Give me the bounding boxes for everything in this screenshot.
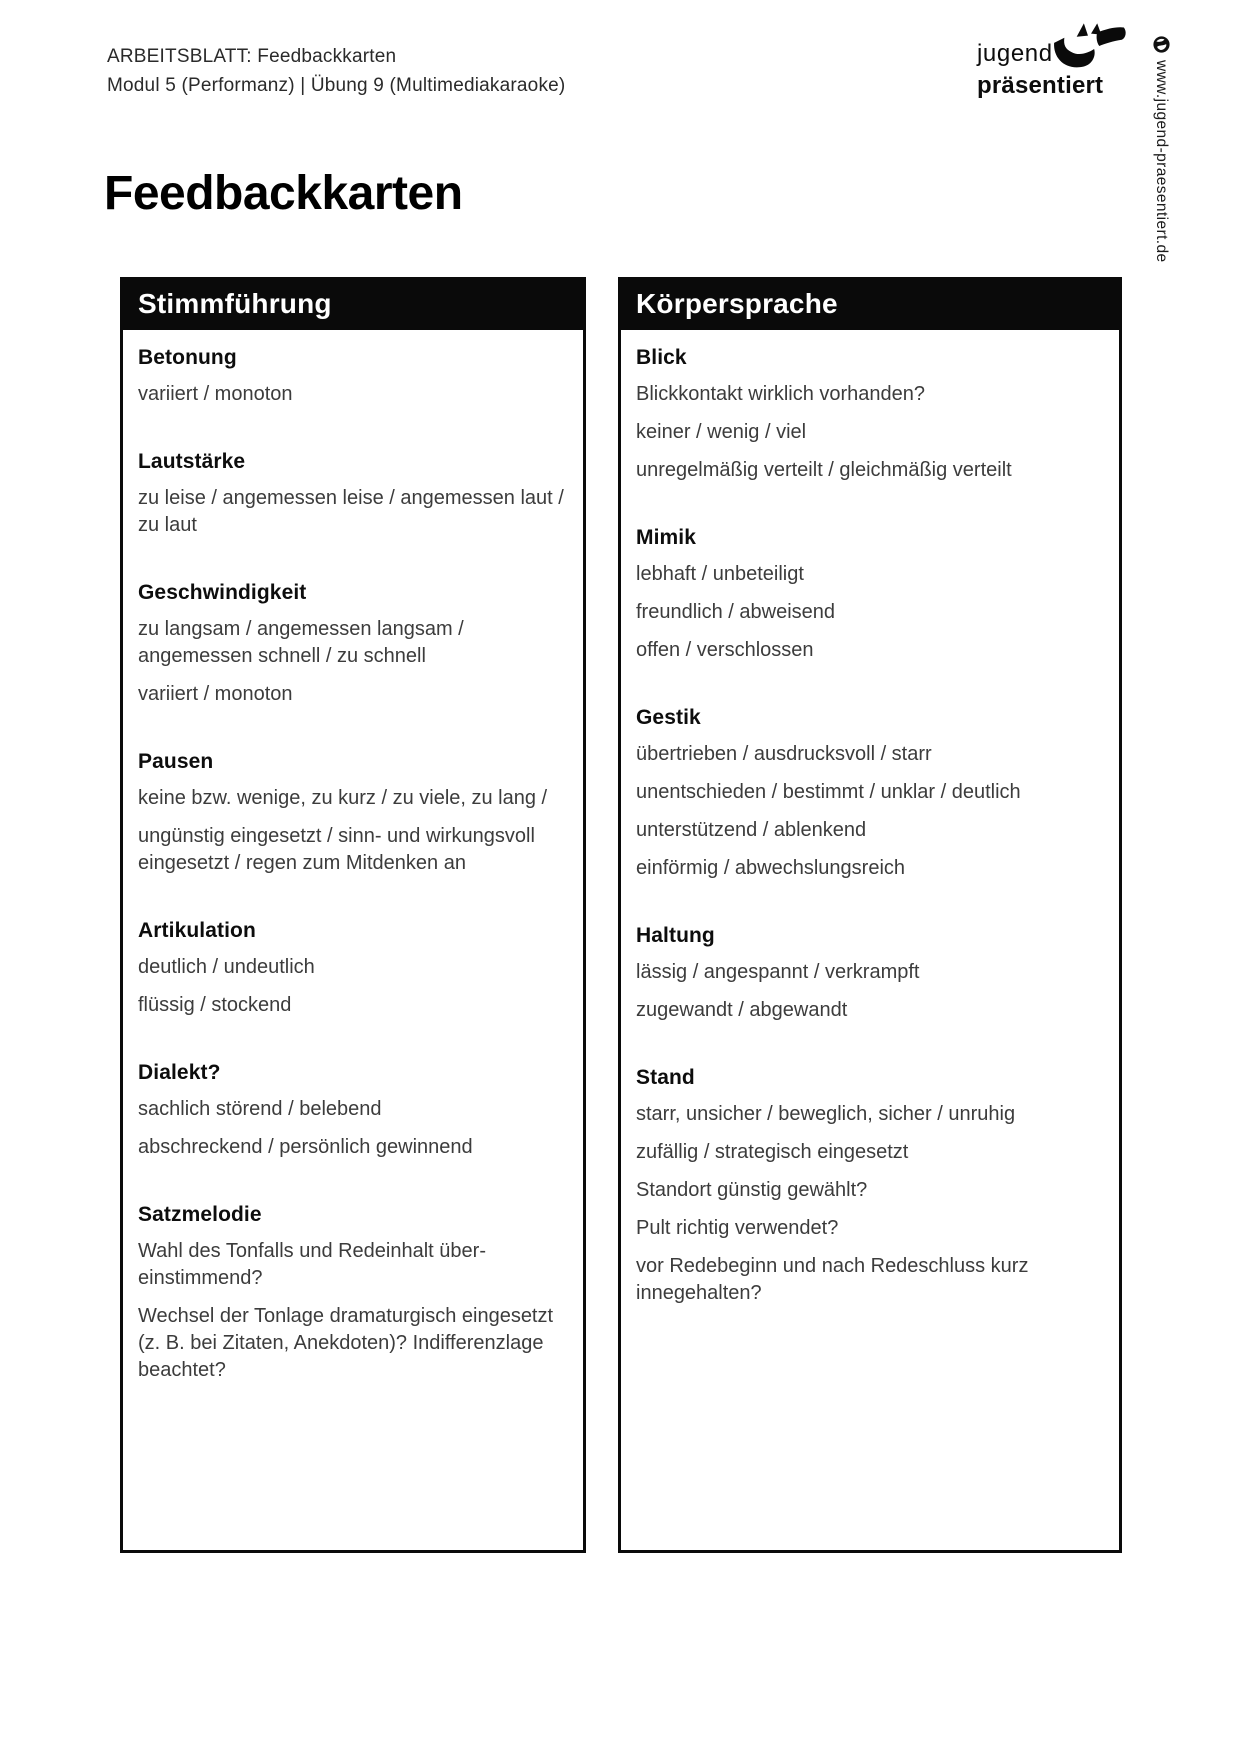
feedback-item: Standort günstig gewählt? bbox=[636, 1179, 868, 1201]
section-heading: Betonung bbox=[138, 346, 237, 369]
section-heading: Gestik bbox=[636, 706, 701, 729]
feedback-item: übertrieben / ausdrucksvoll / starr bbox=[636, 743, 932, 765]
section-heading: Geschwindigkeit bbox=[138, 581, 307, 604]
feedback-item: lässig / angespannt / verkrampft bbox=[636, 961, 920, 983]
section-heading: Haltung bbox=[636, 924, 715, 947]
section-heading: Stand bbox=[636, 1066, 695, 1089]
jugend-praesentiert-logo-mark-icon bbox=[1050, 22, 1128, 74]
website-sideblock bbox=[1146, 36, 1176, 263]
doc-meta bbox=[107, 42, 565, 100]
feedback-item: variiert / monoton bbox=[138, 383, 293, 405]
globe-icon bbox=[1153, 36, 1170, 53]
feedback-item: sachlich störend / belebend bbox=[138, 1098, 382, 1120]
section-heading: Blick bbox=[636, 346, 687, 369]
section-heading: Dialekt? bbox=[138, 1061, 221, 1084]
feedback-item: Pult richtig verwendet? bbox=[636, 1217, 839, 1239]
feedback-card bbox=[120, 277, 586, 1553]
card-title: Stimmführung bbox=[123, 280, 583, 330]
worksheet-type-line: ARBEITSBLATT: Feedbackkarten bbox=[107, 46, 397, 67]
logo-word-praesentiert: präsentiert bbox=[977, 72, 1104, 99]
feedback-item: zugewandt / abgewandt bbox=[636, 999, 848, 1021]
logo-word-jugend: jugend bbox=[977, 40, 1053, 67]
card-body bbox=[621, 346, 1119, 1307]
feedback-item: variiert / monoton bbox=[138, 683, 293, 705]
card-body bbox=[123, 346, 583, 1384]
feedback-item: Wechsel der Tonlage dramaturgisch eingesetzt (z. B. bei Zitaten, Anekdoten)? Indifferenzlage beachtet? bbox=[138, 1305, 554, 1381]
feedback-item: starr, unsicher / beweglich, sicher / unruhig bbox=[636, 1103, 1016, 1125]
section-heading: Pausen bbox=[138, 750, 214, 773]
feedback-item: offen / verschlossen bbox=[636, 639, 814, 661]
feedback-item: einförmig / abwechslungsreich bbox=[636, 857, 906, 879]
feedback-item: zufällig / strategisch eingesetzt bbox=[636, 1141, 909, 1163]
feedback-item: abschreckend / persönlich gewinnend bbox=[138, 1136, 473, 1158]
section-heading: Lautstärke bbox=[138, 450, 246, 473]
feedback-item: deutlich / undeutlich bbox=[138, 956, 315, 978]
feedback-card bbox=[618, 277, 1122, 1553]
section-heading: Artikulation bbox=[138, 919, 256, 942]
feedback-item: Wahl des Tonfalls und Redeinhalt über-einstimmend? bbox=[138, 1240, 486, 1289]
feedback-item: zu leise / angemessen leise / angemessen laut / zu laut bbox=[138, 487, 564, 536]
feedback-item: zu langsam / angemessen langsam / angemessen schnell / zu schnell bbox=[138, 618, 464, 667]
feedback-item: keine bzw. wenige, zu kurz / zu viele, zu lang / bbox=[138, 787, 548, 809]
feedback-cards bbox=[120, 277, 1122, 1553]
feedback-item: unterstützend / ablenkend bbox=[636, 819, 867, 841]
card-title: Körpersprache bbox=[621, 280, 1119, 330]
feedback-item: unentschieden / bestimmt / unklar / deutlich bbox=[636, 781, 1021, 803]
module-info-line: Modul 5 (Performanz) | Übung 9 (Multimediakaraoke) bbox=[107, 75, 566, 96]
section-heading: Mimik bbox=[636, 526, 697, 549]
page-title: Feedbackkarten bbox=[104, 167, 463, 220]
section-heading: Satzmelodie bbox=[138, 1203, 262, 1226]
feedback-item: Blickkontakt wirklich vorhanden? bbox=[636, 383, 926, 405]
feedback-item: vor Redebeginn und nach Redeschluss kurz innegehalten? bbox=[636, 1255, 1029, 1304]
feedback-item: ungünstig eingesetzt / sinn- und wirkungsvoll eingesetzt / regen zum Mitdenken an bbox=[138, 825, 535, 874]
feedback-item: keiner / wenig / viel bbox=[636, 421, 807, 443]
feedback-item: flüssig / stockend bbox=[138, 994, 292, 1016]
feedback-item: freundlich / abweisend bbox=[636, 601, 836, 623]
feedback-item: lebhaft / unbeteiligt bbox=[636, 563, 804, 585]
feedback-item: unregelmäßig verteilt / gleichmäßig verteilt bbox=[636, 459, 1012, 481]
website-url: www.jugend-praesentiert.de bbox=[1153, 60, 1170, 263]
